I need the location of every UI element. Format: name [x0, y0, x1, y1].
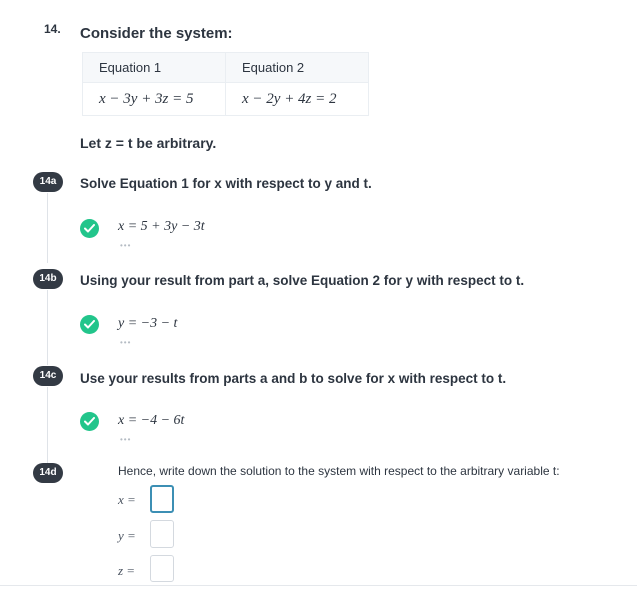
part-badge-14a: 14a	[33, 172, 63, 192]
more-options-icon[interactable]: •••	[120, 435, 132, 444]
answer-14c: x = −4 − 6t	[118, 413, 185, 428]
check-circle-icon	[80, 315, 99, 334]
y-answer-input[interactable]	[150, 520, 174, 548]
equation-1: x − 3y + 3z = 5	[83, 83, 226, 116]
question-number: 14.	[44, 22, 61, 36]
part-prompt-14c: Use your results from parts a and b to solve for x with respect to t.	[80, 371, 507, 386]
question-title: Consider the system:	[80, 25, 233, 42]
timeline-rail	[47, 193, 48, 263]
equation-2: x − 2y + 4z = 2	[226, 83, 369, 116]
check-circle-icon	[80, 412, 99, 431]
part-prompt-14d: Hence, write down the solution to the system with respect to the arbitrary variable t:	[118, 464, 560, 478]
let-statement: Let z = t be arbitrary.	[80, 135, 217, 151]
z-field-label: z =	[118, 563, 136, 578]
part-badge-14b: 14b	[33, 269, 63, 289]
answer-14a: x = 5 + 3y − 3t	[118, 219, 205, 234]
x-answer-input[interactable]	[150, 485, 174, 513]
timeline-rail	[47, 387, 48, 463]
equation-2-header: Equation 2	[226, 53, 369, 83]
equation-1-header: Equation 1	[83, 53, 226, 83]
equation-table	[82, 52, 369, 116]
part-badge-14d: 14d	[33, 463, 63, 483]
divider	[0, 585, 637, 586]
more-options-icon[interactable]: •••	[120, 241, 132, 250]
x-field-label: x =	[118, 492, 136, 507]
timeline-rail	[47, 290, 48, 365]
more-options-icon[interactable]: •••	[120, 338, 132, 347]
answer-14b: y = −3 − t	[118, 316, 178, 331]
z-answer-input[interactable]	[150, 555, 174, 582]
part-prompt-14a: Solve Equation 1 for x with respect to y and t.	[80, 176, 372, 191]
part-badge-14c: 14c	[33, 366, 63, 386]
y-field-label: y =	[118, 528, 136, 543]
part-prompt-14b: Using your result from part a, solve Equation 2 for y with respect to t.	[80, 273, 525, 288]
check-circle-icon	[80, 219, 99, 238]
